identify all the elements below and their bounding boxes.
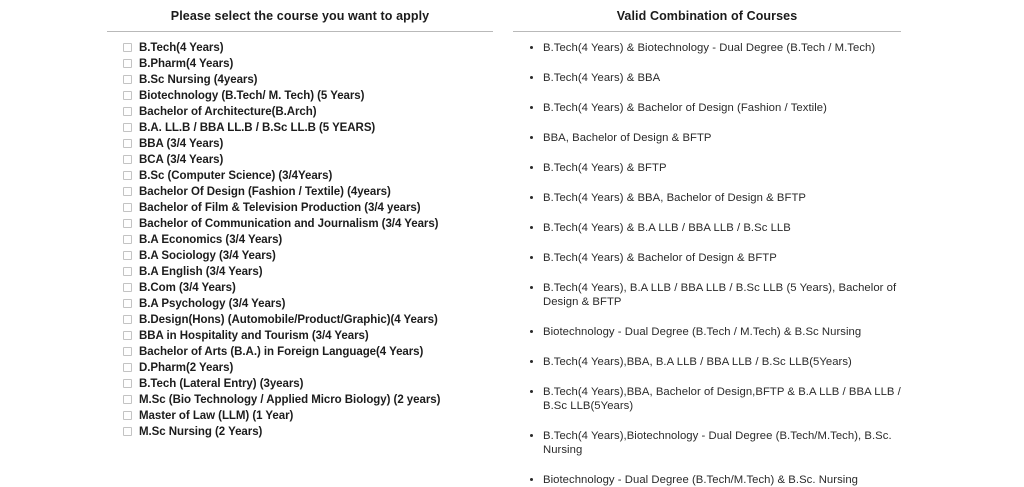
course-checkbox[interactable] [123,411,132,420]
course-checkbox[interactable] [123,43,132,52]
course-option-row[interactable] [123,296,493,312]
course-option-label: Bachelor of Film & Television Production (3/4 years) [139,202,421,214]
course-option-row[interactable] [123,200,493,216]
course-option-row[interactable] [123,40,493,56]
course-checkbox[interactable] [123,75,132,84]
course-checkbox[interactable] [123,235,132,244]
course-option-row[interactable] [123,152,493,168]
course-option-label: Bachelor of Architecture(B.Arch) [139,106,317,118]
course-option-row[interactable] [123,344,493,360]
course-checkbox[interactable] [123,347,132,356]
valid-combination-item [513,281,901,309]
course-checkbox[interactable] [123,187,132,196]
course-option-label: B.A. LL.B / BBA LL.B / B.Sc LL.B (5 YEARS) [139,122,376,134]
course-option-label: B.Sc (Computer Science) (3/4Years) [139,170,333,182]
course-checkbox[interactable] [123,363,132,372]
course-option-label: BCA (3/4 Years) [139,154,224,166]
course-option-row[interactable] [123,280,493,296]
course-option-label: Bachelor Of Design (Fashion / Textile) (4years) [139,186,391,198]
valid-combination-heading: Valid Combination of Courses [616,9,798,23]
valid-combination-text: B.Tech(4 Years),BBA, Bachelor of Design,BFTP & B.A LLB / BBA LLB / B.Sc LLB(5Years) [543,386,901,412]
valid-combination-text: B.Tech(4 Years) & BBA, Bachelor of Design & BFTP [543,192,806,204]
valid-combination-item [513,385,901,413]
valid-combination-item [513,221,901,235]
bullet-icon [530,390,533,393]
course-option-label: M.Sc Nursing (2 Years) [139,426,263,438]
course-option-row[interactable] [123,328,493,344]
course-checkbox[interactable] [123,155,132,164]
valid-combination-text: B.Tech(4 Years) & BFTP [543,162,667,174]
course-option-row[interactable] [123,232,493,248]
course-checkbox[interactable] [123,139,132,148]
course-checkbox[interactable] [123,299,132,308]
valid-combination-text: B.Tech(4 Years),BBA, B.A LLB / BBA LLB / B.Sc LLB(5Years) [543,356,852,368]
bullet-icon [530,360,533,363]
bullet-icon [530,226,533,229]
course-option-label: M.Sc (Bio Technology / Applied Micro Biology) (2 years) [139,394,441,406]
bullet-icon [530,478,533,481]
bullet-icon [530,106,533,109]
valid-combination-item [513,41,901,55]
course-checkbox[interactable] [123,251,132,260]
course-checkbox[interactable] [123,427,132,436]
valid-combination-text: B.Tech(4 Years) & Bachelor of Design (Fashion / Textile) [543,102,827,114]
course-option-label: B.A Economics (3/4 Years) [139,234,283,246]
course-option-label: B.A Sociology (3/4 Years) [139,250,276,262]
valid-combination-text: BBA, Bachelor of Design & BFTP [543,132,712,144]
course-checkbox[interactable] [123,171,132,180]
course-option-label: B.A Psychology (3/4 Years) [139,298,286,310]
course-option-label: B.Sc Nursing (4years) [139,74,258,86]
course-option-row[interactable] [123,408,493,424]
valid-combination-panel [513,0,901,487]
course-option-label: B.Design(Hons) (Automobile/Product/Graphic)(4 Years) [139,314,438,326]
valid-combination-text: Biotechnology - Dual Degree (B.Tech/M.Tech) & B.Sc. Nursing [543,474,859,486]
valid-combination-list [513,32,901,487]
course-checkbox[interactable] [123,283,132,292]
course-checkbox-list [107,32,493,440]
valid-combination-item [513,473,901,487]
course-checkbox[interactable] [123,395,132,404]
course-checkbox[interactable] [123,379,132,388]
course-checkbox[interactable] [123,59,132,68]
bullet-icon [530,256,533,259]
course-option-row[interactable] [123,376,493,392]
course-checkbox[interactable] [123,267,132,276]
bullet-icon [530,196,533,199]
valid-combination-text: B.Tech(4 Years) & Biotechnology - Dual Degree (B.Tech / M.Tech) [543,42,876,54]
course-checkbox[interactable] [123,91,132,100]
course-option-row[interactable] [123,120,493,136]
valid-combination-text: B.Tech(4 Years) & Bachelor of Design & BFTP [543,252,777,264]
valid-combination-item [513,325,901,339]
bullet-icon [530,136,533,139]
bullet-icon [530,330,533,333]
valid-combination-item [513,251,901,265]
course-option-label: BBA (3/4 Years) [139,138,224,150]
course-option-label: B.Tech(4 Years) [139,42,224,54]
valid-combination-text: B.Tech(4 Years), B.A LLB / BBA LLB / B.Sc LLB (5 Years), Bachelor of Design & BFTP [543,282,897,308]
valid-combination-item [513,71,901,85]
bullet-icon [530,166,533,169]
bullet-icon [530,286,533,289]
valid-combination-item [513,191,901,205]
bullet-icon [530,46,533,49]
course-option-row[interactable] [123,168,493,184]
course-option-label: B.A English (3/4 Years) [139,266,263,278]
course-option-row[interactable] [123,392,493,408]
course-checkbox[interactable] [123,315,132,324]
course-option-label: D.Pharm(2 Years) [139,362,234,374]
course-checkbox[interactable] [123,203,132,212]
valid-combination-text: B.Tech(4 Years) & BBA [543,72,661,84]
course-option-label: Bachelor of Communication and Journalism (3/4 Years) [139,218,439,230]
course-option-label: B.Pharm(4 Years) [139,58,234,70]
course-option-row[interactable] [123,136,493,152]
course-option-row[interactable] [123,56,493,72]
course-option-label: B.Com (3/4 Years) [139,282,236,294]
course-option-row[interactable] [123,248,493,264]
course-option-row[interactable] [123,312,493,328]
bullet-icon [530,76,533,79]
course-checkbox[interactable] [123,219,132,228]
course-option-row[interactable] [123,88,493,104]
course-option-row[interactable] [123,104,493,120]
valid-combination-item [513,131,901,145]
course-option-row[interactable] [123,360,493,376]
valid-combination-item [513,101,901,115]
course-option-label: BBA in Hospitality and Tourism (3/4 Years) [139,330,369,342]
course-option-label: Biotechnology (B.Tech/ M. Tech) (5 Years) [139,90,365,102]
valid-combination-item [513,429,901,457]
course-option-label: B.Tech (Lateral Entry) (3years) [139,378,304,390]
course-option-row[interactable] [123,424,493,440]
course-checkbox[interactable] [123,331,132,340]
course-option-label: Bachelor of Arts (B.A.) in Foreign Language(4 Years) [139,346,424,358]
course-checkbox[interactable] [123,123,132,132]
bullet-icon [530,434,533,437]
valid-combination-text: Biotechnology - Dual Degree (B.Tech / M.Tech) & B.Sc Nursing [543,326,862,338]
course-option-row[interactable] [123,216,493,232]
valid-combination-item [513,355,901,369]
valid-combination-item [513,161,901,175]
course-option-row[interactable] [123,72,493,88]
valid-combination-text: B.Tech(4 Years),Biotechnology - Dual Degree (B.Tech/M.Tech), B.Sc. Nursing [543,430,892,456]
course-option-label: Master of Law (LLM) (1 Year) [139,410,294,422]
course-selection-heading: Please select the course you want to apply [170,9,430,23]
course-option-row[interactable] [123,264,493,280]
valid-combination-text: B.Tech(4 Years) & B.A LLB / BBA LLB / B.Sc LLB [543,222,791,234]
course-selection-panel [107,0,493,440]
course-option-row[interactable] [123,184,493,200]
course-checkbox[interactable] [123,107,132,116]
